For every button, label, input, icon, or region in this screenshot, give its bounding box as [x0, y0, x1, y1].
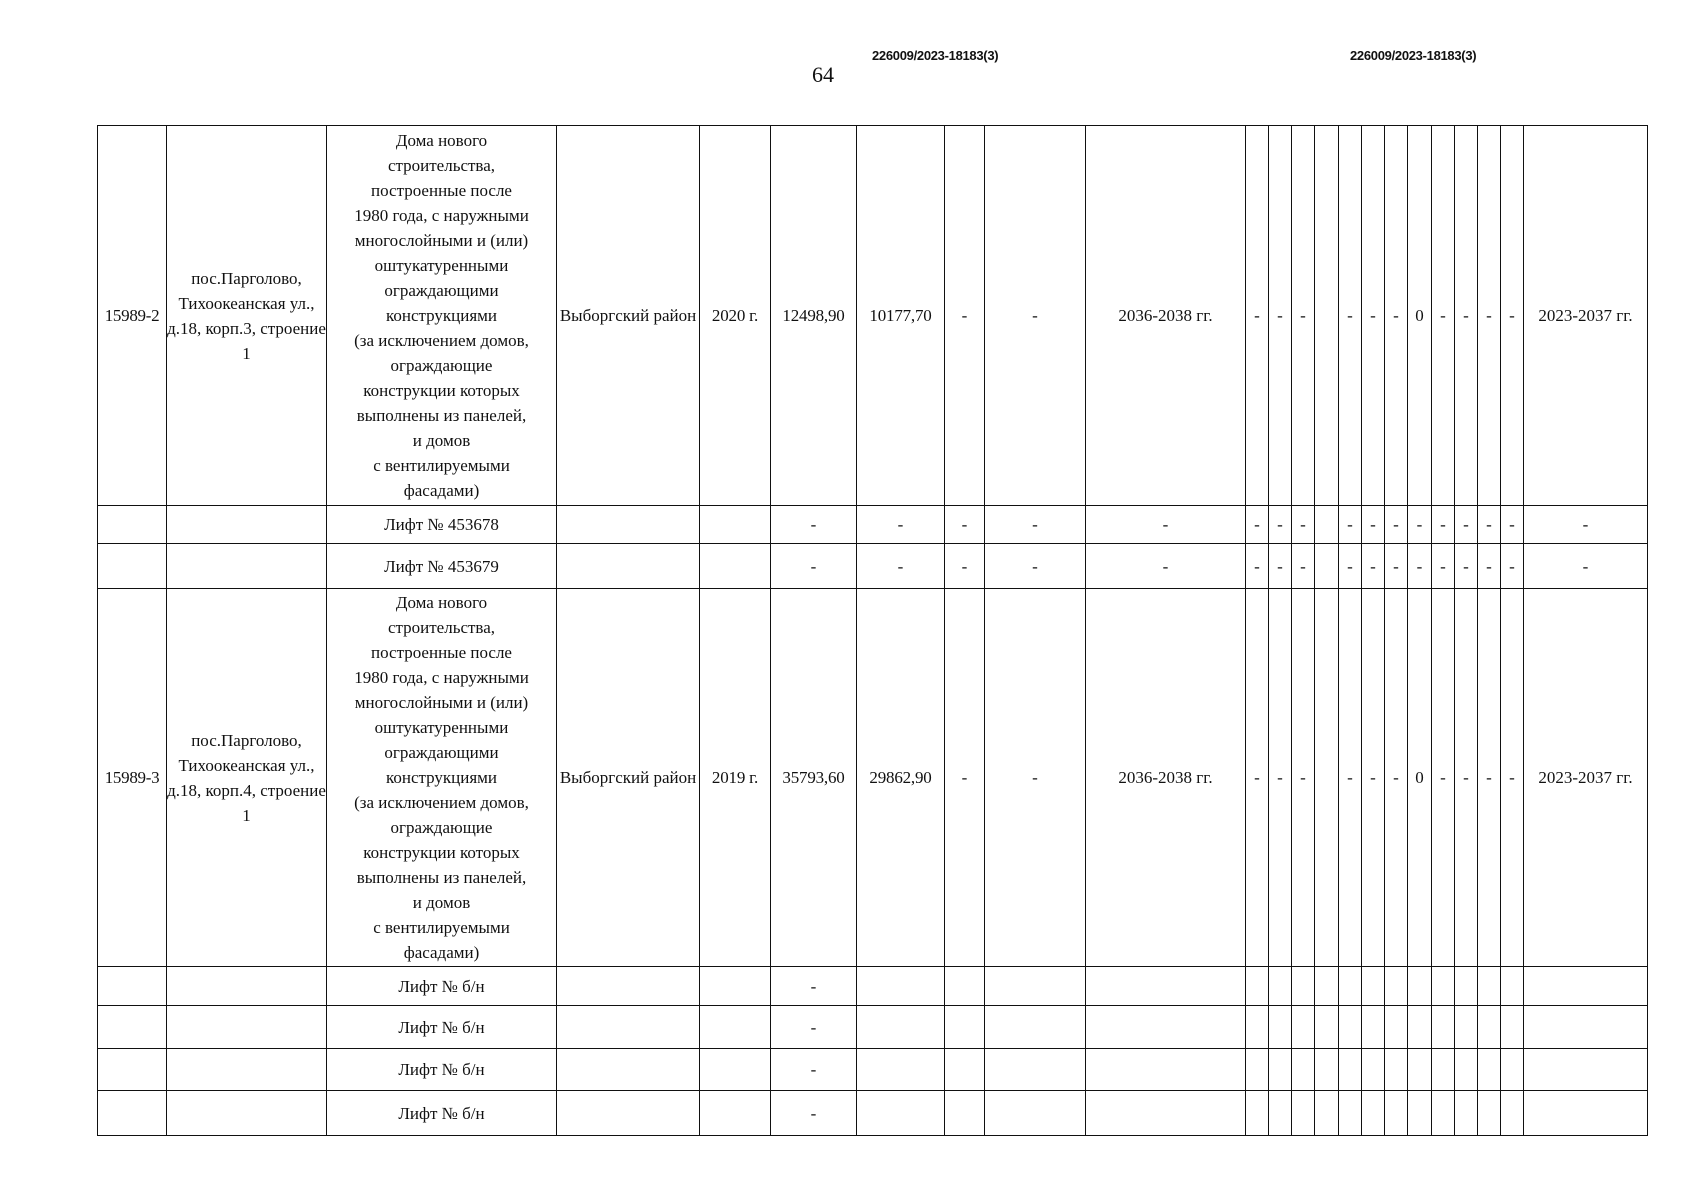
flag-cell: -: [1385, 126, 1408, 506]
empty-cell: [700, 506, 771, 544]
building-address: пос.Парголово, Тихоокеанская ул., д.18, корп.3, строение 1: [167, 126, 327, 506]
empty-cell: [557, 506, 700, 544]
area-total: 12498,90: [771, 126, 857, 506]
lift-label: Лифт № 453678: [327, 506, 557, 544]
area-living: 29862,90: [857, 589, 945, 967]
area-total: -: [771, 544, 857, 589]
repair-period: -: [1086, 544, 1246, 589]
flag-cell: 0: [1408, 126, 1432, 506]
flag-cell: -: [1478, 589, 1501, 967]
page-number: 64: [812, 62, 834, 87]
flag-cell: -: [1478, 544, 1501, 589]
district: Выборгский район: [557, 126, 700, 506]
flag-cell: -: [1362, 126, 1385, 506]
area-total: -: [771, 1091, 857, 1136]
district: Выборгский район: [557, 589, 700, 967]
building-description: Дома нового строительства, построенные после 1980 года, с наружными многослойными и (или) оштукатуренными ограждающими конструкциями (за исключением домов, ограждающие конструкции которых выполнены из панелей, и домов с вентилируемыми фасадами): [327, 126, 557, 506]
flag-cell: -: [1292, 589, 1315, 967]
value-cell: -: [945, 544, 985, 589]
flag-cell: -: [1432, 589, 1455, 967]
area-total: -: [771, 1049, 857, 1091]
value-cell: -: [945, 126, 985, 506]
empty-cell: [167, 544, 327, 589]
value-cell: -: [945, 589, 985, 967]
flag-cell: -: [1269, 589, 1292, 967]
lift-label: Лифт № б/н: [327, 967, 557, 1006]
value-cell: -: [985, 506, 1086, 544]
document-stamp-right: 226009/2023-18183(3): [1350, 48, 1477, 63]
flag-cell: -: [1339, 506, 1362, 544]
empty-cell: [167, 506, 327, 544]
area-living: -: [857, 544, 945, 589]
lift-label: Лифт № б/н: [327, 1091, 557, 1136]
flag-cell: -: [1501, 506, 1524, 544]
flag-cell: -: [1362, 544, 1385, 589]
lift-label: Лифт № б/н: [327, 1049, 557, 1091]
construction-year: 2019 г.: [700, 589, 771, 967]
flag-cell: -: [1269, 544, 1292, 589]
flag-cell: -: [1385, 506, 1408, 544]
flag-cell: -: [1478, 126, 1501, 506]
value-cell: -: [985, 544, 1086, 589]
building-description: Дома нового строительства, построенные после 1980 года, с наружными многослойными и (или) оштукатуренными ограждающими конструкциями (за исключением домов, ограждающие конструкции которых выполнены из панелей, и домов с вентилируемыми фасадами): [327, 589, 557, 967]
flag-cell: -: [1246, 506, 1269, 544]
value-cell: -: [985, 126, 1086, 506]
table-row: [98, 506, 1648, 544]
area-total: 35793,60: [771, 589, 857, 967]
plan-period: 2023-2037 гг.: [1524, 126, 1648, 506]
table-row: [98, 126, 1648, 506]
flag-cell: -: [1339, 126, 1362, 506]
area-total: -: [771, 967, 857, 1006]
building-code: 15989-2: [98, 126, 167, 506]
flag-cell: -: [1408, 544, 1432, 589]
flag-cell: [1315, 589, 1339, 967]
flag-cell: -: [1246, 589, 1269, 967]
empty-cell: [557, 544, 700, 589]
flag-cell: -: [1408, 506, 1432, 544]
plan-period: 2023-2037 гг.: [1524, 589, 1648, 967]
flag-cell: -: [1246, 126, 1269, 506]
repair-period: -: [1086, 506, 1246, 544]
table-row: [98, 1006, 1648, 1049]
flag-cell: 0: [1408, 589, 1432, 967]
flag-cell: -: [1432, 544, 1455, 589]
flag-cell: -: [1455, 126, 1478, 506]
construction-year: 2020 г.: [700, 126, 771, 506]
flag-cell: [1315, 544, 1339, 589]
flag-cell: -: [1292, 126, 1315, 506]
flag-cell: -: [1385, 589, 1408, 967]
building-address: пос.Парголово, Тихоокеанская ул., д.18, корп.4, строение 1: [167, 589, 327, 967]
flag-cell: -: [1246, 544, 1269, 589]
area-living: -: [857, 506, 945, 544]
flag-cell: -: [1362, 506, 1385, 544]
flag-cell: -: [1455, 506, 1478, 544]
building-code: 15989-3: [98, 589, 167, 967]
empty-cell: [98, 544, 167, 589]
plan-period: -: [1524, 506, 1648, 544]
flag-cell: -: [1478, 506, 1501, 544]
table-row: [98, 1091, 1648, 1136]
flag-cell: -: [1432, 126, 1455, 506]
document-stamp-center: 226009/2023-18183(3): [872, 48, 999, 63]
flag-cell: -: [1362, 589, 1385, 967]
plan-period: -: [1524, 544, 1648, 589]
empty-cell: [98, 506, 167, 544]
flag-cell: -: [1501, 544, 1524, 589]
value-cell: -: [945, 506, 985, 544]
flag-cell: -: [1339, 544, 1362, 589]
table-row: [98, 589, 1648, 967]
empty-cell: [700, 544, 771, 589]
lift-label: Лифт № б/н: [327, 1006, 557, 1049]
flag-cell: -: [1292, 544, 1315, 589]
area-total: -: [771, 506, 857, 544]
register-table: [97, 125, 1648, 1136]
repair-period: 2036-2038 гг.: [1086, 589, 1246, 967]
flag-cell: -: [1269, 126, 1292, 506]
table-row: [98, 544, 1648, 589]
flag-cell: -: [1455, 589, 1478, 967]
flag-cell: -: [1501, 126, 1524, 506]
area-living: 10177,70: [857, 126, 945, 506]
flag-cell: [1315, 506, 1339, 544]
table-row: [98, 1049, 1648, 1091]
table-row: [98, 967, 1648, 1006]
repair-period: 2036-2038 гг.: [1086, 126, 1246, 506]
flag-cell: -: [1501, 589, 1524, 967]
flag-cell: [1315, 126, 1339, 506]
flag-cell: -: [1432, 506, 1455, 544]
flag-cell: -: [1269, 506, 1292, 544]
value-cell: -: [985, 589, 1086, 967]
flag-cell: -: [1385, 544, 1408, 589]
flag-cell: -: [1455, 544, 1478, 589]
flag-cell: -: [1292, 506, 1315, 544]
lift-label: Лифт № 453679: [327, 544, 557, 589]
flag-cell: -: [1339, 589, 1362, 967]
area-total: -: [771, 1006, 857, 1049]
